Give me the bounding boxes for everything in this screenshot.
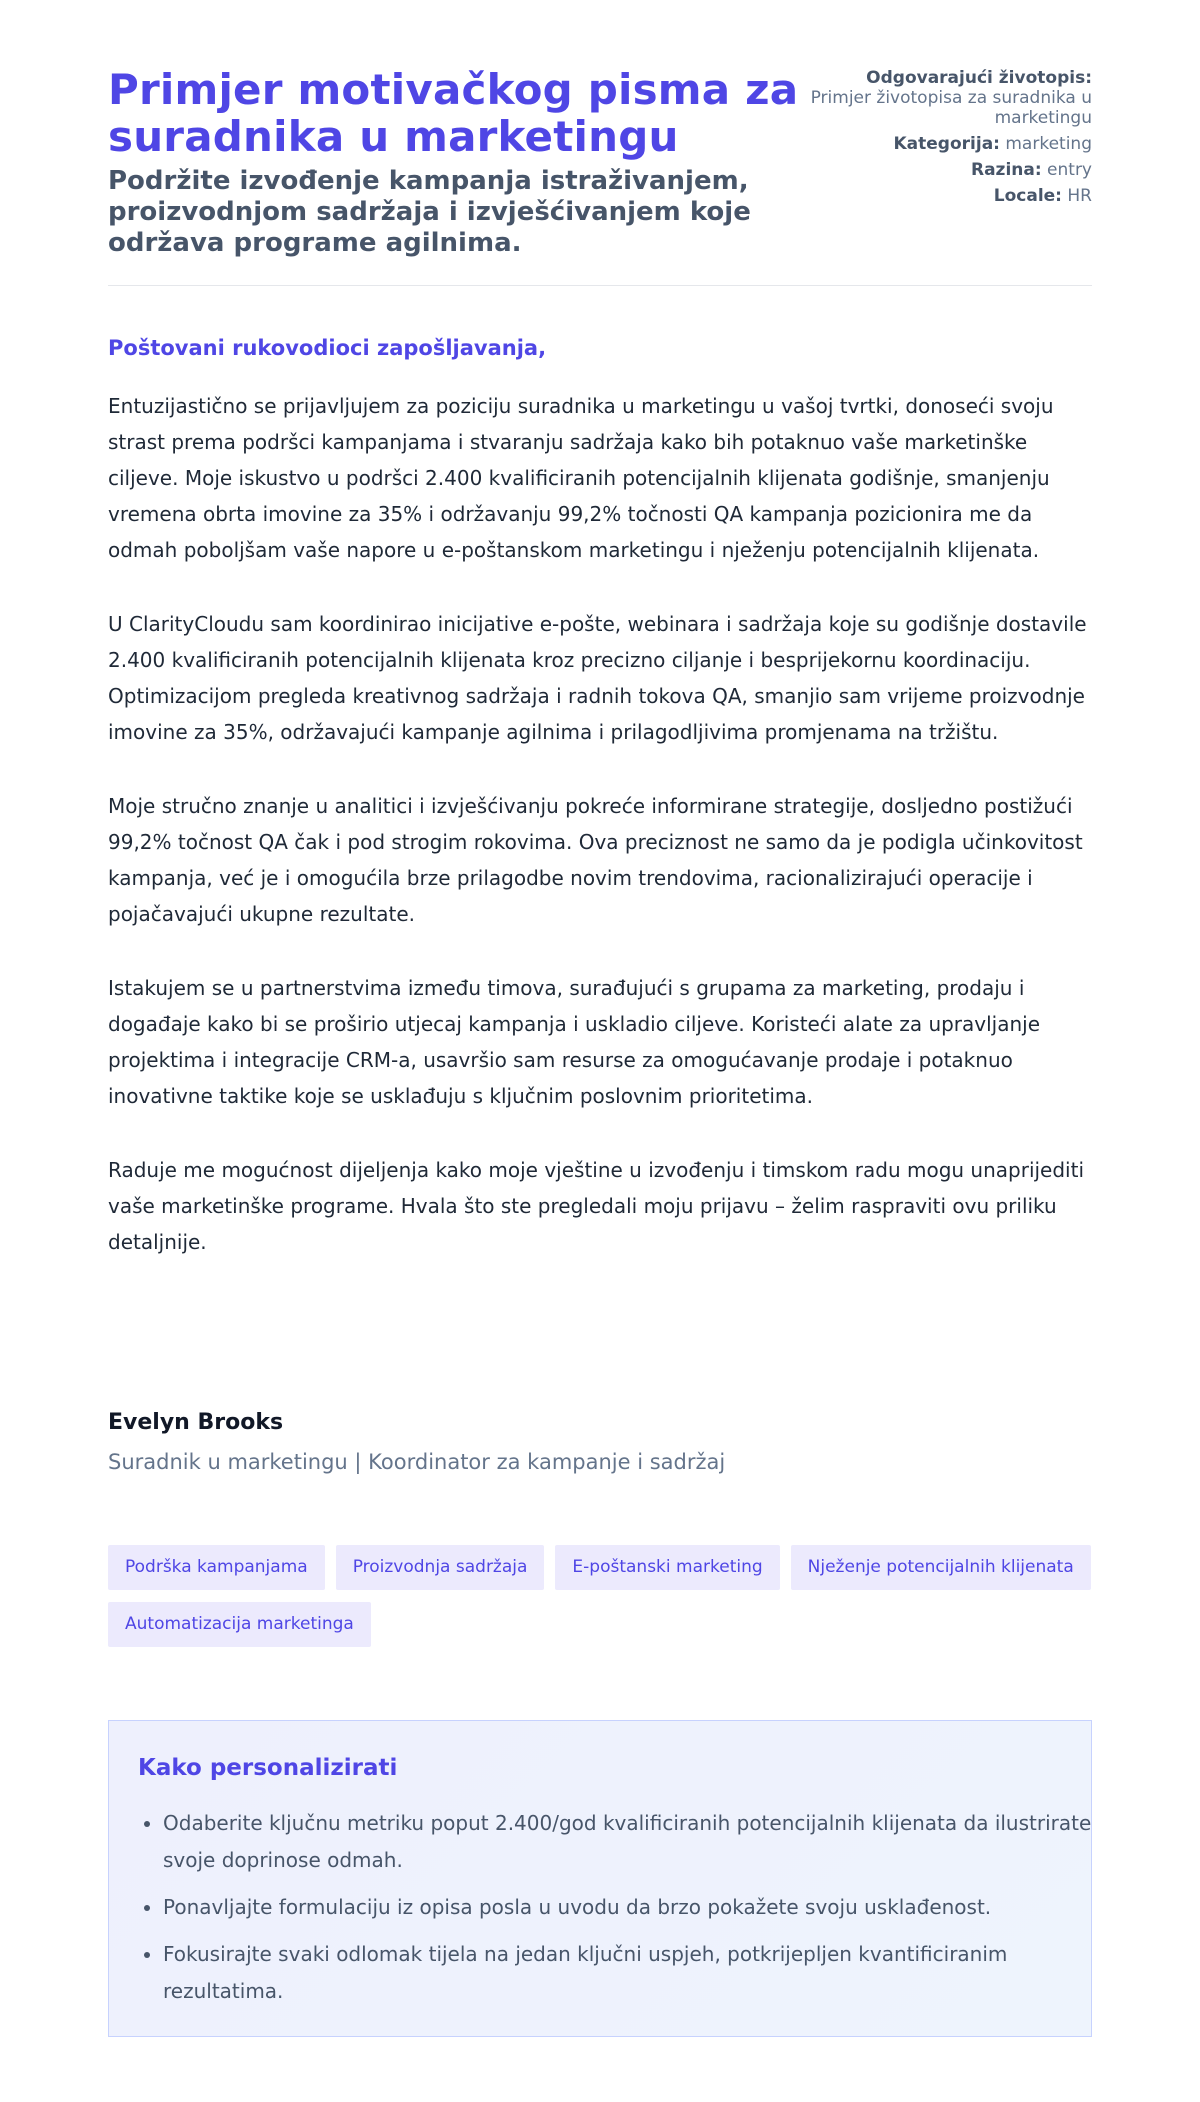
meta-locale-label: Locale: [993, 186, 1062, 206]
tips-title: Kako personalizirati [138, 1755, 398, 1781]
signature-role: Suradnik u marketingu | Koordinator za kampanje i sadržaj [108, 1450, 726, 1474]
content-column [108, 0, 1092, 2003]
meta-level [772, 160, 1092, 180]
personalize-tips-box [108, 1720, 1092, 2037]
letter-body [108, 388, 1092, 1298]
meta-resume-label: Odgovarajući životopis: [866, 68, 1092, 88]
skill-tag: Podrška kampanjama [108, 1545, 325, 1590]
letter-greeting: Poštovani rukovodioci zapošljavanja, [108, 336, 547, 360]
meta-resume [772, 68, 1092, 128]
meta-level-value: entry [1047, 160, 1092, 180]
page-title: Primjer motivačkog pisma za suradnika u marketingu [108, 65, 799, 161]
tips-list-item: • Odaberite ključnu metriku poput 2.400/god kvalificiranih potencijalnih klijenata da ilustrirate svoje doprinose odmah. [163, 1805, 1093, 1879]
letter-paragraph: Istakujem se u partnerstvima između timova, surađujući s grupama za marketing, prodaju i događaje kako bi se proširio utjecaj kampanja i uskladio ciljeve. Koristeći alate za upravljanje projektima i integracije CRM-a, usavršio sam resurse za omogućavanje prodaje i potaknuo inovativne taktike koje se usklađuju s ključnim poslovnim prioritetima. [108, 976, 1041, 1108]
tips-list-item: • Ponavljajte formulaciju iz opisa posla u uvodu da brzo pokažete svoju usklađenost. [163, 1889, 1093, 1926]
tips-list-item: • Fokusirajte svaki odlomak tijela na jedan ključni uspjeh, potkrijepljen kvantificiranim rezultatima. [163, 1936, 1093, 2010]
meta-level-label: Razina: [970, 160, 1042, 180]
meta-category [772, 134, 1092, 154]
skill-tag: Proizvodnja sadržaja [336, 1545, 545, 1590]
meta-category-value: marketing [1005, 134, 1092, 154]
page-header [108, 0, 1092, 287]
signature-block [108, 1408, 725, 1476]
page-subtitle: Podržite izvođenje kampanja istraživanjem, proizvodnjom sadržaja i izvješćivanjem koje održava programe agilnima. [108, 166, 751, 258]
header-divider [108, 285, 1092, 286]
meta-locale-value: HR [1067, 186, 1092, 206]
meta-locale [772, 186, 1092, 206]
skill-tag: E-poštanski marketing [555, 1545, 779, 1590]
signature-name: Evelyn Brooks [108, 1410, 284, 1435]
title-block [108, 66, 808, 259]
letter-paragraph: Entuzijastično se prijavljujem za poziciju suradnika u marketingu u vašoj tvrtki, donoseći svoju strast prema podršci kampanjama i stvaranju sadržaja kako bih potaknuo vaše marketinške ciljeve. Moje iskustvo u podršci 2.400 kvalificiranih potencijalnih klijenata godišnje, smanjenju vremena obrta imovine za 35% i održavanju 99,2% točnosti QA kampanja pozicionira me da odmah poboljšam vaše napore u e-poštanskom marketingu i nježenju potencijalnih klijenata. [108, 394, 1054, 562]
meta-resume-value: Primjer životopisa za suradnika u marketingu [810, 88, 1092, 128]
letter-paragraph: Moje stručno znanje u analitici i izvješćivanju pokreće informirane strategije, dosljedno postižući 99,2% točnost QA čak i pod strogim rokovima. Ova preciznost ne samo da je podigla učinkovitost kampanja, već je i omogućila brze prilagodbe novim trendovima, racionalizirajući operacije i pojačavajući ukupne rezultate. [108, 794, 1083, 926]
skill-tag: Automatizacija marketinga [108, 1602, 371, 1647]
letter-paragraph: U ClarityCloudu sam koordinirao inicijative e-pošte, webinara i sadržaja koje su godišnje dostavile 2.400 kvalificiranih potencijalnih klijenata kroz precizno ciljanje i besprijekornu koordinaciju. Optimizacijom pregleda kreativnog sadržaja i radnih tokova QA, smanjio sam vrijeme proizvodnje imovine za 35%, održavajući kampanje agilnima i prilagodljivima promjenama na tržištu. [108, 612, 1087, 744]
skill-tag: Nježenje potencijalnih klijenata [791, 1545, 1091, 1590]
letter-paragraph: Raduje me mogućnost dijeljenja kako moje vještine u izvođenju i timskom radu mogu unaprijediti vaše marketinške programe. Hvala što ste pregledali moju prijavu – želim raspraviti ovu priliku detaljnije. [108, 1158, 1085, 1254]
meta-panel [772, 68, 1092, 212]
tips-list [138, 1805, 1093, 2020]
meta-category-label: Kategorija: [893, 134, 1000, 154]
skill-tags [108, 1545, 1092, 1647]
